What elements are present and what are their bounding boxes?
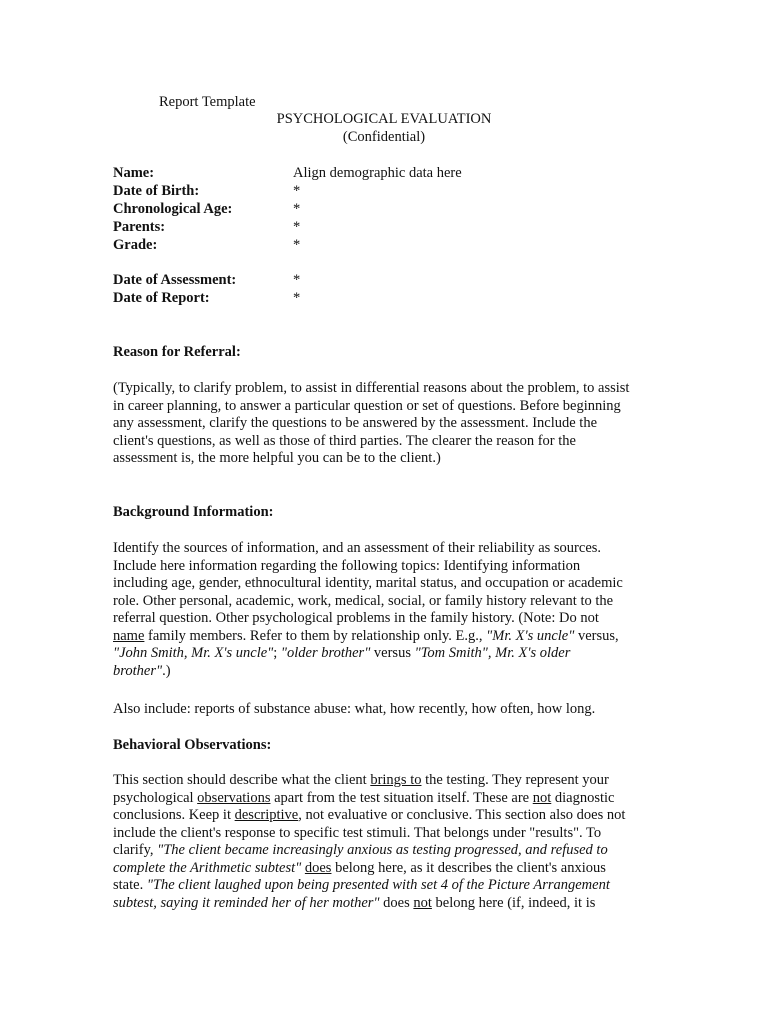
text-run: ; xyxy=(273,645,281,661)
substance-note: Also include: reports of substance abuse: what, how recently, how often, how long. xyxy=(113,701,596,717)
text-run: the testing. They represent your xyxy=(421,772,609,788)
referral-line: in career planning, to answer a particular question or set of questions. Before beginning xyxy=(113,397,621,414)
behavioral-line xyxy=(113,790,658,808)
document-subtitle: (Confidential) xyxy=(342,129,426,145)
background-line xyxy=(113,628,658,646)
age-value: * xyxy=(293,201,301,217)
text-run: conclusions. Keep it xyxy=(113,807,235,823)
underlined-phrase: brings to xyxy=(370,772,422,788)
underlined-word: not xyxy=(532,789,552,806)
text-run: psychological xyxy=(113,789,198,806)
underlined-word: does xyxy=(304,859,332,876)
text-run: versus xyxy=(370,645,415,661)
report-date-value: * xyxy=(293,290,301,306)
grade-label: Grade: xyxy=(113,237,158,253)
text-run: does xyxy=(379,894,414,911)
text-run: diagnostic xyxy=(551,789,615,806)
behavioral-line xyxy=(113,877,658,895)
assessment-date-value: * xyxy=(293,272,301,288)
underlined-word: descriptive xyxy=(234,807,299,823)
background-line xyxy=(113,645,658,663)
dob-value: * xyxy=(293,183,301,199)
text-run: state. xyxy=(113,877,147,893)
text-run: belong here (if, indeed, it is xyxy=(431,894,596,911)
text-run: .) xyxy=(162,662,171,679)
referral-line: client's questions, as well as those of third parties. The clearer the reason for the xyxy=(113,432,576,449)
text-run: , not evaluative or conclusive. This section also does not xyxy=(298,807,626,823)
behavioral-line xyxy=(113,860,658,878)
behavioral-line xyxy=(113,807,658,825)
referral-line: assessment is, the more helpful you can be to the client.) xyxy=(113,450,441,466)
behavioral-line: include the client's response to specific test stimuli. That belongs under "results". To xyxy=(113,824,602,841)
age-label: Chronological Age: xyxy=(113,201,233,217)
referral-line: (Typically, to clarify problem, to assist in differential reasons about the problem, to assist xyxy=(113,380,630,396)
background-line: including age, gender, ethnocultural identity, marital status, and occupation or academic xyxy=(113,575,623,591)
referral-paragraph xyxy=(113,380,658,468)
italic-example: "The client laughed upon being presented with set 4 of the Picture Arrangement xyxy=(146,877,610,893)
assessment-date-label: Date of Assessment: xyxy=(113,272,237,288)
italic-example: "older brother" xyxy=(280,645,371,661)
behavioral-line xyxy=(113,842,658,860)
text-run: apart from the test situation itself. These are xyxy=(270,789,533,806)
parents-value: * xyxy=(293,219,301,235)
text-run: belong here, as it describes the client's anxious xyxy=(331,859,606,876)
italic-example: complete the Arithmetic subtest" xyxy=(113,859,302,876)
italic-example: "John Smith, Mr. X's uncle" xyxy=(113,645,274,661)
template-label: Report Template xyxy=(159,94,256,110)
background-line xyxy=(113,663,658,681)
italic-example: "Mr. X's uncle" xyxy=(486,627,575,644)
grade-value: * xyxy=(293,237,301,253)
background-paragraph xyxy=(113,540,658,680)
behavioral-heading: Behavioral Observations: xyxy=(113,737,272,753)
text-run: This section should describe what the client xyxy=(113,772,371,788)
underlined-word: name xyxy=(113,627,145,644)
document-title: PSYCHOLOGICAL EVALUATION xyxy=(276,111,492,127)
italic-example: "The client became increasingly anxious as testing progressed, and refused to xyxy=(157,842,608,858)
italic-example: "Tom Smith", Mr. X's older xyxy=(414,645,571,661)
name-label: Name: xyxy=(113,165,155,181)
background-line: role. Other personal, academic, work, medical, social, or family history relevant to the xyxy=(113,592,614,609)
dob-label: Date of Birth: xyxy=(113,183,200,199)
behavioral-line xyxy=(113,772,658,790)
behavioral-line xyxy=(113,895,658,913)
text-run: clarify, xyxy=(113,842,158,858)
text-run: family members. Refer to them by relationship only. E.g., xyxy=(144,627,487,644)
underlined-phrase: observations xyxy=(197,789,271,806)
italic-example: brother" xyxy=(113,662,163,679)
italic-example: subtest, saying it reminded her of her mother" xyxy=(113,894,380,911)
parents-label: Parents: xyxy=(113,219,166,235)
text-run: versus, xyxy=(574,627,619,644)
background-heading: Background Information: xyxy=(113,504,274,520)
background-line: Identify the sources of information, and an assessment of their reliability as sources. xyxy=(113,540,602,556)
name-value: Align demographic data here xyxy=(293,165,462,181)
report-date-label: Date of Report: xyxy=(113,290,210,306)
referral-line: any assessment, clarify the questions to be answered by the assessment. Include the xyxy=(113,415,598,431)
behavioral-paragraph xyxy=(113,772,658,912)
underlined-word: not xyxy=(413,894,432,911)
background-line: referral question. Other psychological problems in the family history. (Note: Do not xyxy=(113,610,599,626)
background-line: Include here information regarding the following topics: Identifying information xyxy=(113,557,581,574)
referral-heading: Reason for Referral: xyxy=(113,344,241,360)
